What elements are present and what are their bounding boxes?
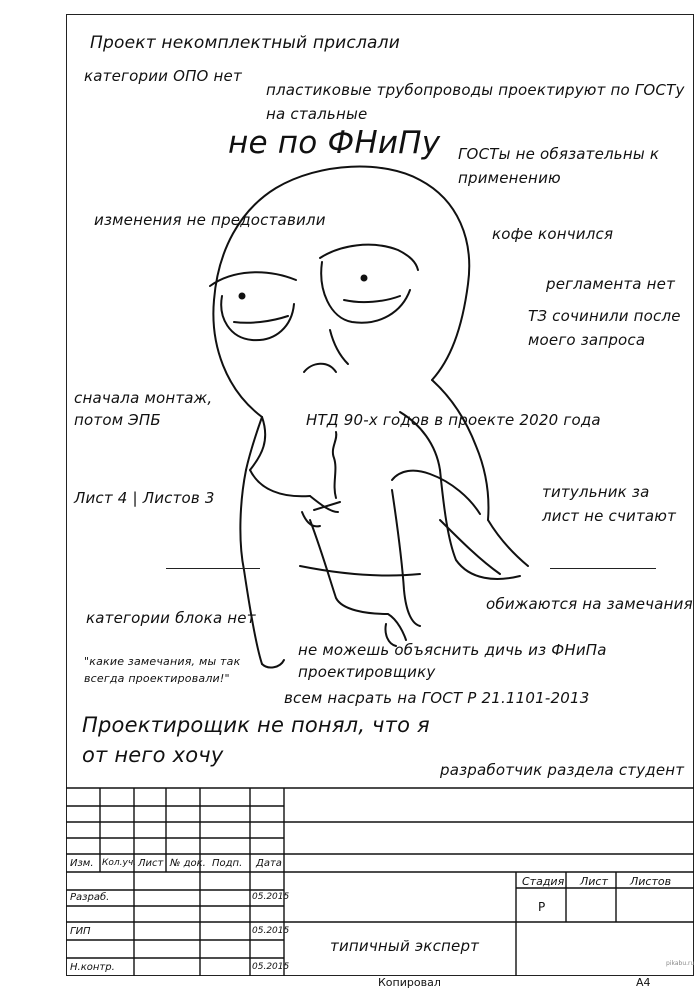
note-explain-fnip-line1: не можешь объяснить дичь из ФНиПа <box>298 641 607 659</box>
note-plastic-pipes-line2: на стальные <box>266 105 368 123</box>
footer-format: А4 <box>636 976 651 989</box>
note-gosts-optional-line1: ГОСТы не обязательны к <box>458 145 660 163</box>
stamp-stage-header: Стадия <box>522 875 565 888</box>
footer-copied: Копировал <box>378 976 441 989</box>
note-offended: обижаются на замечания <box>486 595 693 613</box>
note-no-changes: изменения не предоставили <box>94 211 326 229</box>
stamp-role-developer: Разраб. <box>70 892 110 903</box>
stamp-date-developer: 05.2015 <box>252 892 290 902</box>
note-tz-line1: ТЗ сочинили после <box>528 307 681 325</box>
note-plastic-pipes-line1: пластиковые трубопроводы проектируют по ГОСТу <box>266 81 685 99</box>
stamp-sheets-header: Листов <box>630 875 672 888</box>
note-opo-category: категории ОПО нет <box>84 67 242 85</box>
note-title-sheet-line2: лист не считают <box>542 507 677 525</box>
stamp-title: типичный эксперт <box>330 937 480 955</box>
note-install-first-line2: потом ЭПБ <box>74 411 161 429</box>
stamp-header-doc: № док. <box>170 858 206 869</box>
stamp-sheet-header: Лист <box>580 875 608 888</box>
stamp-role-chief: ГИП <box>70 926 91 937</box>
note-not-by-fnip: не по ФНиПу <box>228 125 441 161</box>
watermark: pikabu.ru <box>666 960 695 967</box>
note-explain-fnip-line2: проектировщику <box>298 663 436 681</box>
note-coffee-ran-out: кофе кончился <box>492 225 614 243</box>
note-title-sheet-line1: титульник за <box>542 483 650 501</box>
stamp-header-sheet: Лист <box>138 858 164 869</box>
stamp-role-control: Н.контр. <box>70 962 115 973</box>
note-student-developer: разработчик раздела студент <box>440 761 685 779</box>
stamp-header-change: Изм. <box>70 858 94 869</box>
note-install-first-line1: сначала монтаж, <box>74 389 213 407</box>
note-ntd-90s: НТД 90-х годов в проекте 2020 года <box>306 411 601 429</box>
quote-line1: "какие замечания, мы так <box>84 655 241 668</box>
stamp-header-count: Кол.уч. <box>102 858 137 868</box>
note-sheet-count: Лист 4 | Листов 3 <box>74 489 215 507</box>
note-gosts-optional-line2: применению <box>458 169 561 187</box>
note-tz-line2: моего запроса <box>528 331 646 349</box>
note-gost-r: всем насрать на ГОСТ Р 21.1101-2013 <box>284 689 590 707</box>
stamp-header-date: Дата <box>256 858 282 869</box>
stamp-stage-value: Р <box>538 900 546 914</box>
stamp-header-sign: Подп. <box>212 858 243 869</box>
note-block-category: категории блока нет <box>86 609 256 627</box>
stamp-date-control: 05.2015 <box>252 962 290 972</box>
note-designer-confused-line1: Проектирощик не понял, что я <box>82 713 430 737</box>
note-designer-confused-line2: от него хочу <box>82 743 224 767</box>
stamp-date-chief: 05.2015 <box>252 926 290 936</box>
note-no-regulation: регламента нет <box>546 275 676 293</box>
note-incomplete-project: Проект некомплектный прислали <box>90 33 400 53</box>
quote-line2: всегда проектировали!" <box>84 672 230 685</box>
